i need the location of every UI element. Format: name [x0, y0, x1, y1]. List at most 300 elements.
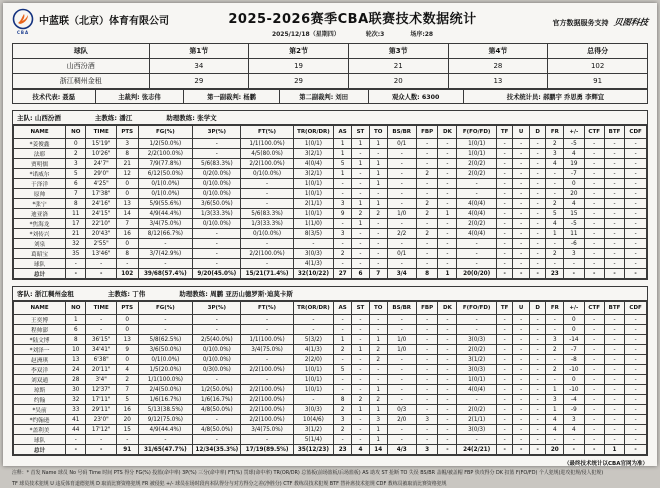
stat-cell: 1: [352, 219, 370, 229]
stat-cell: -: [496, 355, 513, 365]
player-row: [14, 315, 647, 325]
stat-cell: -: [416, 335, 438, 345]
stat-cell: -: [625, 365, 647, 375]
stat-cell: 3: [564, 249, 584, 259]
stat-cell: -: [334, 179, 352, 189]
stat-cell: -: [604, 229, 624, 239]
stat-cell: -: [529, 445, 546, 455]
stat-cell: -: [604, 335, 624, 345]
stat-cell: 5: [334, 159, 352, 169]
stat-cell: 9: [116, 345, 138, 355]
stat-cell: -: [116, 259, 138, 269]
stat-cell: 2/2(100.0%): [241, 395, 293, 405]
stat-cell: -: [529, 375, 546, 385]
stat-cell: 2: [416, 169, 438, 179]
stat-cell: -: [438, 345, 457, 355]
legend-line-1: 注释：* 首发 Name 球员 No 号码 Time 时间 PTS 得分 FG(%) 投篮(命中率) 3P(%) 三分(命中率) FT(%) 罚球(命中率) TR(OR/DR) 总篮板(前场篮板/后场篮板) AS 助攻 ST 抢断 TO 失误 BS/BR 盖帽/被盖帽 FBP 快攻得分 DK 扣篮 F(FO/FD) 个人犯规(进攻犯规/侵人犯规): [12, 470, 604, 476]
support-credit: [478, 8, 648, 28]
column-header: TIME: [86, 126, 117, 139]
column-header: 3P(%): [193, 126, 241, 139]
away-assistant-coach: 助理教练: 周鹏 亚历山德罗斯·迪莫卡斯: [179, 290, 293, 298]
column-header: 球队: [13, 44, 150, 59]
stat-cell: -: [625, 375, 647, 385]
stat-cell: -: [457, 259, 496, 269]
stat-cell: 1/6(16.7%): [138, 395, 193, 405]
player-row: [14, 239, 647, 249]
stat-cell: 总计: [14, 445, 66, 455]
stat-cell: 1/2(50.0%): [138, 139, 193, 149]
stat-cell: -: [193, 315, 241, 325]
stat-cell: -: [529, 425, 546, 435]
stat-cell: -: [416, 325, 438, 335]
stat-cell: -: [416, 405, 438, 415]
stat-cell: -: [416, 395, 438, 405]
stat-cell: 刘双通: [14, 375, 66, 385]
stat-cell: -: [625, 249, 647, 259]
stat-cell: -: [66, 269, 86, 279]
stat-cell: -5: [564, 219, 584, 229]
stat-cell: -: [496, 335, 513, 345]
officials-table: [12, 89, 648, 104]
stat-cell: -: [604, 219, 624, 229]
disclaimer-note: （最终技术统计以CBA官网为准）: [564, 461, 648, 467]
stat-cell: 41: [66, 415, 86, 425]
legend-line-2: TF 球员技术犯规 U 违反体育道德犯规 D 取消比赛资格犯规 FR 被侵犯 +/- 球员在场时段内本队得分与对方得分之差(净胜分) CTF 教练员技术犯规 BTF 替补席技术犯规 CDF 教练员被取消比赛资格犯规: [12, 480, 447, 487]
stat-cell: 2/5(40.0%): [193, 335, 241, 345]
stat-cell: 20: [564, 189, 584, 199]
column-header: NAME: [14, 302, 66, 315]
stat-cell: 程帅澎: [14, 325, 66, 335]
stat-cell: 3: [564, 415, 584, 425]
stat-cell: -: [438, 139, 457, 149]
stat-cell: -: [604, 425, 624, 435]
stat-cell: 17/19(89.5%): [241, 445, 293, 455]
stat-cell: 1/1(100.0%): [241, 139, 293, 149]
stat-cell: -: [529, 385, 546, 395]
stat-cell: 1: [546, 385, 564, 395]
stat-cell: -: [193, 229, 241, 239]
stat-cell: 2/2(100.0%): [241, 249, 293, 259]
stat-cell: 3: [334, 199, 352, 209]
stat-cell: 1/2(50.0%): [193, 385, 241, 395]
stat-cell: -: [604, 139, 624, 149]
stat-cell: 19: [249, 59, 349, 74]
stat-cell: 29: [249, 74, 349, 89]
stat-cell: -: [584, 209, 604, 219]
stat-cell: -: [334, 385, 352, 395]
column-header: FBP: [416, 126, 438, 139]
stat-cell: -: [496, 259, 513, 269]
stat-cell: -: [66, 259, 86, 269]
stat-cell: -: [529, 395, 546, 405]
column-header: DK: [438, 126, 457, 139]
stat-cell: 5: [334, 365, 352, 375]
stat-cell: 8: [66, 199, 86, 209]
stat-cell: -: [529, 239, 546, 249]
stat-cell: 2(1/1): [457, 415, 496, 425]
stat-cell: -: [625, 209, 647, 219]
stat-cell: 34: [149, 59, 249, 74]
stat-cell: -: [513, 415, 530, 425]
stat-cell: -: [352, 249, 370, 259]
stat-cell: -: [496, 139, 513, 149]
column-header: 第1节: [149, 44, 249, 59]
column-header: TF: [496, 126, 513, 139]
stat-cell: 6: [66, 325, 86, 335]
stat-cell: 29: [149, 74, 249, 89]
stat-cell: 3: [369, 415, 387, 425]
stat-cell: 34'41": [86, 345, 117, 355]
stat-cell: 3: [334, 415, 352, 425]
stat-cell: -: [584, 385, 604, 395]
stat-cell: -: [369, 149, 387, 159]
stat-cell: 2(0/2): [457, 345, 496, 355]
stat-cell: 3: [66, 159, 86, 169]
stat-cell: -: [496, 435, 513, 445]
stat-cell: -9: [564, 405, 584, 415]
stat-cell: -: [193, 239, 241, 249]
stat-cell: -4: [564, 395, 584, 405]
stat-cell: -: [529, 149, 546, 159]
stat-cell: -: [584, 249, 604, 259]
stat-cell: -: [604, 249, 624, 259]
stat-cell: 32: [66, 239, 86, 249]
stat-cell: -: [513, 239, 530, 249]
stat-cell: 2/2(100.0%): [241, 159, 293, 169]
stat-cell: 1: [546, 405, 564, 415]
stat-cell: 技术统计员: 郝鹏宇 乔思勇 李辉宜: [463, 90, 647, 104]
stat-cell: -: [513, 249, 530, 259]
stat-cell: 总计: [14, 269, 66, 279]
stat-cell: 24'16": [86, 199, 117, 209]
stat-cell: -: [416, 315, 438, 325]
stat-cell: -: [584, 189, 604, 199]
stat-cell: -: [416, 259, 438, 269]
stat-cell: 2: [116, 375, 138, 385]
stat-cell: -: [584, 149, 604, 159]
column-header: U: [513, 126, 530, 139]
stat-cell: -: [387, 199, 416, 209]
stat-cell: -: [193, 435, 241, 445]
stat-cell: 9: [334, 209, 352, 219]
player-row: [14, 395, 647, 405]
stat-cell: -: [241, 199, 293, 209]
stat-cell: -: [369, 315, 387, 325]
stat-cell: 5(1/4): [293, 435, 334, 445]
stat-cell: 22'10": [86, 219, 117, 229]
stat-cell: -7: [564, 345, 584, 355]
stat-cell: -: [438, 219, 457, 229]
stat-cell: -: [438, 415, 457, 425]
stat-cell: -: [529, 315, 546, 325]
stat-cell: 91: [548, 74, 648, 89]
stat-cell: -: [584, 169, 604, 179]
stat-cell: -: [564, 435, 584, 445]
stat-cell: -: [66, 445, 86, 455]
stat-cell: -: [564, 445, 584, 455]
stat-cell: 28: [448, 59, 548, 74]
stat-cell: 1: [352, 345, 370, 355]
column-header: FR: [546, 302, 564, 315]
stat-cell: 1/0: [387, 335, 416, 345]
stat-cell: 5(3/2): [293, 335, 334, 345]
stat-cell: 3: [116, 139, 138, 149]
stat-cell: 24: [66, 365, 86, 375]
column-header: 第4节: [448, 44, 548, 59]
stat-cell: 5/13(38.5%): [138, 405, 193, 415]
stat-cell: 2: [334, 425, 352, 435]
stat-cell: 15: [116, 425, 138, 435]
stat-cell: 8(3/5): [293, 229, 334, 239]
stat-cell: 15'19": [86, 139, 117, 149]
stat-cell: -: [625, 315, 647, 325]
stat-cell: -: [546, 179, 564, 189]
stat-cell: -: [546, 259, 564, 269]
stat-cell: 2: [546, 365, 564, 375]
stat-cell: 1: [352, 199, 370, 209]
stat-cell: -: [529, 179, 546, 189]
home-team-info: [13, 111, 647, 125]
stat-cell: *姜俊鑫: [14, 139, 66, 149]
stat-cell: -: [416, 345, 438, 355]
stat-cell: -8: [564, 355, 584, 365]
stat-cell: 4: [564, 425, 584, 435]
stat-cell: 3(0/3): [457, 425, 496, 435]
stat-cell: 15: [564, 209, 584, 219]
stat-cell: -: [416, 189, 438, 199]
stat-cell: 4(1/3): [293, 345, 334, 355]
cba-logo-icon: [12, 8, 34, 35]
stat-cell: 0/1(0.0%): [241, 229, 293, 239]
stat-cell: -: [369, 239, 387, 249]
stat-cell: -: [416, 435, 438, 445]
stat-cell: -: [584, 355, 604, 365]
stat-cell: -: [416, 425, 438, 435]
stat-cell: -: [457, 315, 496, 325]
stat-cell: -: [387, 259, 416, 269]
stat-cell: -: [334, 219, 352, 229]
stat-cell: 0/1(0.0%): [138, 179, 193, 189]
stat-cell: -: [416, 355, 438, 365]
stat-cell: -: [496, 425, 513, 435]
stat-cell: 技术代表: 聂磊: [13, 90, 96, 104]
stat-cell: -: [86, 259, 117, 269]
stat-cell: -: [387, 365, 416, 375]
stat-cell: 2: [369, 345, 387, 355]
stat-cell: -: [529, 365, 546, 375]
stat-cell: -: [625, 189, 647, 199]
column-header: TIME: [86, 302, 117, 315]
column-header: F(FO/FD): [457, 302, 496, 315]
stat-cell: 约翰: [14, 395, 66, 405]
stat-cell: -: [86, 325, 117, 335]
stat-cell: -: [564, 269, 584, 279]
stat-cell: -: [496, 199, 513, 209]
stat-cell: 3/4: [387, 269, 416, 279]
stat-cell: -: [546, 325, 564, 335]
stat-cell: 1(1/0): [293, 219, 334, 229]
stat-cell: 0/3(0.0%): [193, 365, 241, 375]
stat-cell: 3: [546, 149, 564, 159]
stat-cell: 观众人数: 6300: [368, 90, 463, 104]
stat-cell: 1/5(20.0%): [138, 365, 193, 375]
stat-cell: 0: [116, 325, 138, 335]
stat-cell: 4/8(50.0%): [193, 425, 241, 435]
stat-cell: -: [334, 239, 352, 249]
column-header: TO: [369, 302, 387, 315]
stat-cell: 33: [66, 405, 86, 415]
stat-cell: -: [604, 415, 624, 425]
stat-cell: -: [438, 169, 457, 179]
stat-cell: 李双洋: [14, 365, 66, 375]
stat-cell: 山西汾酒: [13, 59, 150, 74]
column-header: PTS: [116, 126, 138, 139]
stat-cell: 2/4(50.0%): [138, 385, 193, 395]
stat-cell: 102: [116, 269, 138, 279]
column-header: CDF: [625, 126, 647, 139]
stat-cell: 1: [334, 335, 352, 345]
stat-cell: 29'0": [86, 169, 117, 179]
stat-cell: 2: [416, 209, 438, 219]
stat-cell: 27: [334, 269, 352, 279]
stat-cell: -: [193, 415, 241, 425]
stat-cell: -: [625, 269, 647, 279]
stat-cell: -: [438, 435, 457, 445]
stat-cell: -: [369, 375, 387, 385]
player-row: [14, 355, 647, 365]
stat-cell: -: [513, 405, 530, 415]
stat-cell: -: [457, 249, 496, 259]
stat-cell: 13: [66, 355, 86, 365]
stat-cell: -: [625, 355, 647, 365]
player-row: [14, 259, 647, 269]
stat-cell: -: [604, 405, 624, 415]
stat-cell: -: [604, 325, 624, 335]
player-row: [14, 199, 647, 209]
stat-cell: -: [496, 209, 513, 219]
stat-cell: 1(0/1): [457, 149, 496, 159]
column-header: 总得分: [548, 44, 648, 59]
stat-cell: 原帅: [14, 189, 66, 199]
stat-cell: 29'11": [86, 405, 117, 415]
player-row: [14, 415, 647, 425]
stat-cell: 1: [369, 425, 387, 435]
column-header: D: [529, 126, 546, 139]
player-row: [14, 385, 647, 395]
stat-cell: -: [529, 335, 546, 345]
stat-cell: 2: [546, 249, 564, 259]
stat-cell: 0: [116, 315, 138, 325]
stat-cell: 13: [116, 199, 138, 209]
stat-cell: 球队: [14, 259, 66, 269]
stat-cell: -: [546, 315, 564, 325]
stat-cell: 3: [546, 395, 564, 405]
stat-cell: 3(0/3): [457, 365, 496, 375]
stat-cell: -: [625, 325, 647, 335]
stat-cell: 44: [66, 425, 86, 435]
stat-cell: 12: [116, 169, 138, 179]
stat-cell: -: [625, 445, 647, 455]
stat-cell: 0/1(0.0%): [193, 355, 241, 365]
stat-cell: 1(0/1): [457, 139, 496, 149]
stat-cell: 0: [564, 179, 584, 189]
stat-cell: -: [369, 189, 387, 199]
stat-cell: -: [584, 445, 604, 455]
column-header: 第3节: [348, 44, 448, 59]
stat-cell: -: [352, 355, 370, 365]
stat-cell: -: [86, 269, 117, 279]
stat-cell: -: [604, 435, 624, 445]
stat-cell: -: [138, 315, 193, 325]
stat-cell: 1/3(33.3%): [193, 209, 241, 219]
stat-cell: -: [241, 239, 293, 249]
stat-cell: 1: [369, 179, 387, 189]
stat-cell: 3/7(42.9%): [138, 249, 193, 259]
column-header: BS/BR: [387, 302, 416, 315]
stat-cell: 3(2/1): [293, 169, 334, 179]
stat-cell: 3: [334, 229, 352, 239]
stat-cell: 2(0/2): [457, 169, 496, 179]
player-row: [14, 345, 647, 355]
stat-cell: 1: [369, 335, 387, 345]
stat-cell: -: [438, 445, 457, 455]
stat-cell: 8: [334, 395, 352, 405]
stat-cell: 迪亚洛: [14, 209, 66, 219]
stat-cell: 1: [369, 169, 387, 179]
stat-cell: -: [513, 139, 530, 149]
stat-cell: 3'4": [86, 375, 117, 385]
stat-cell: -: [438, 239, 457, 249]
stat-cell: -: [513, 189, 530, 199]
stat-cell: -: [604, 375, 624, 385]
game-meta: [227, 29, 478, 38]
stat-cell: 9/20(45.0%): [193, 269, 241, 279]
stat-cell: -: [387, 179, 416, 189]
stat-cell: -: [293, 239, 334, 249]
stat-cell: 3(0/3): [293, 249, 334, 259]
stat-cell: 4/9(44.4%): [138, 209, 193, 219]
stat-cell: -: [86, 445, 117, 455]
column-header: ST: [352, 126, 370, 139]
stat-cell: -: [387, 395, 416, 405]
player-row: [14, 209, 647, 219]
stat-cell: 6: [352, 269, 370, 279]
stat-cell: 4'25": [86, 179, 117, 189]
game-number: 场序:28: [410, 31, 434, 38]
stat-cell: 1(0/1): [293, 365, 334, 375]
game-date: 2025/12/18（星期四）: [271, 31, 340, 38]
stat-cell: 琼斯: [14, 385, 66, 395]
stat-cell: 1: [438, 209, 457, 219]
away-team-name: 客队: 浙江稠州金租: [17, 290, 74, 298]
stat-cell: 0: [116, 179, 138, 189]
stat-cell: -: [387, 385, 416, 395]
stat-cell: 0: [564, 315, 584, 325]
stat-cell: 1(0/1): [293, 139, 334, 149]
stat-cell: -: [438, 249, 457, 259]
stat-cell: 2(1/1): [293, 199, 334, 209]
stat-cell: -: [387, 325, 416, 335]
stat-cell: 4: [116, 365, 138, 375]
stat-cell: -: [387, 149, 416, 159]
stat-cell: -: [513, 229, 530, 239]
stat-cell: -: [138, 435, 193, 445]
stat-cell: 2: [352, 395, 370, 405]
stat-cell: -: [513, 315, 530, 325]
stat-cell: -: [438, 199, 457, 209]
stat-cell: -: [513, 209, 530, 219]
stat-cell: -: [604, 169, 624, 179]
